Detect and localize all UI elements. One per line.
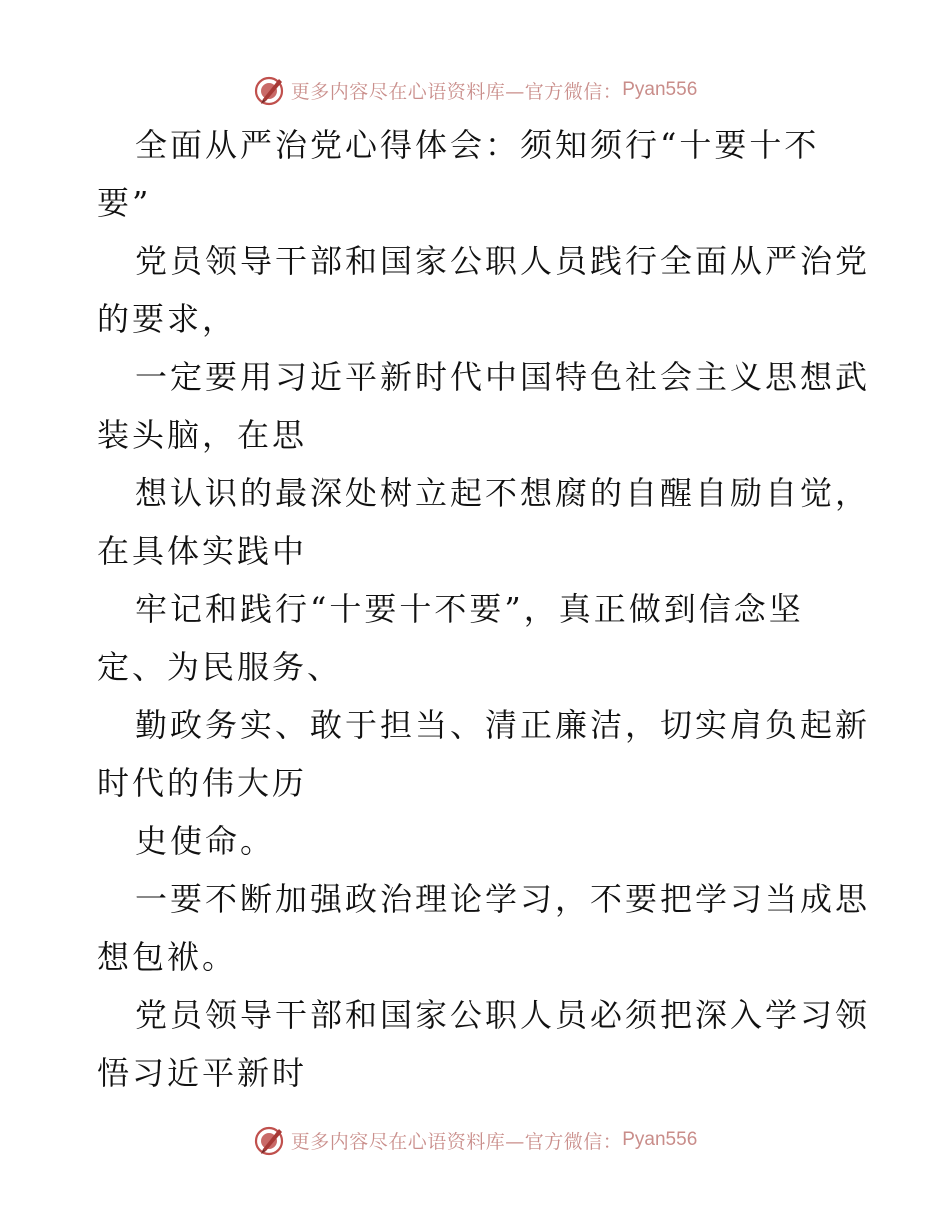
text-line: 要”: [97, 184, 152, 222]
watermark-wechat-id: Pyan556: [622, 1129, 698, 1150]
document-body: [97, 116, 871, 1102]
text-line: 一要不断加强政治理论学习，不要把学习当成思: [135, 880, 871, 918]
text-line: 党员领导干部和国家公职人员必须把深入学习领: [135, 996, 871, 1034]
watermark-wechat-id: Pyan556: [622, 79, 698, 100]
pen-logo-icon: [253, 1123, 287, 1157]
text-line: 一定要用习近平新时代中国特色社会主义思想武: [135, 358, 871, 396]
watermark-text: 更多内容尽在心语资料库—官方微信：: [290, 80, 623, 103]
text-line: 定、为民服务、: [97, 648, 343, 686]
text-line: 党员领导干部和国家公职人员践行全面从严治党: [135, 242, 871, 280]
text-line: 牢记和践行“十要十不要”，真正做到信念坚: [135, 590, 804, 628]
text-line: 在具体实践中: [97, 532, 308, 570]
text-line: 勤政务实、敢于担当、清正廉洁，切实肩负起新: [135, 706, 871, 744]
text-line: 装头脑，在思: [97, 416, 308, 454]
pen-logo-icon: [253, 73, 287, 107]
header-watermark: [0, 70, 950, 110]
watermark-text: 更多内容尽在心语资料库—官方微信：: [290, 1130, 623, 1153]
text-line: 时代的伟大历: [97, 764, 308, 802]
text-line: 史使命。: [135, 822, 276, 860]
text-line: 全面从严治党心得体会：须知须行“十要十不: [135, 126, 820, 164]
text-line: 悟习近平新时: [97, 1054, 308, 1092]
text-line: 想包袱。: [97, 938, 238, 976]
text-line: 的要求，: [97, 300, 238, 338]
footer-watermark: [0, 1120, 950, 1160]
text-line: 想认识的最深处树立起不想腐的自醒自励自觉，: [135, 474, 871, 512]
